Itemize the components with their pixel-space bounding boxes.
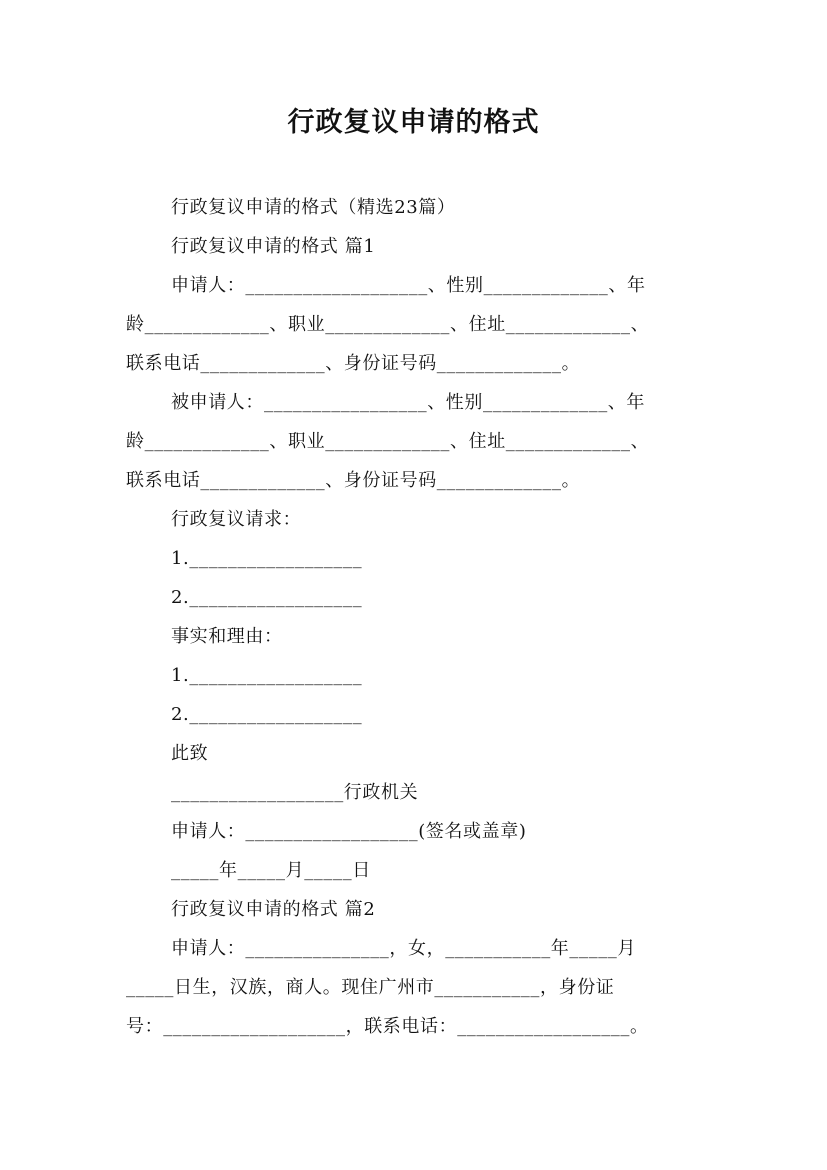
text-line: 事实和理由： (171, 626, 283, 647)
text-line: 此致 (171, 743, 209, 764)
text-line: 行政复议申请的格式 篇2 (171, 899, 376, 920)
document-title: 行政复议申请的格式 (287, 107, 540, 138)
text-line: 被申请人：_________________、性别_____________、年 (171, 392, 645, 413)
text-line: __________________行政机关 (171, 782, 419, 803)
text-line: 1.__________________ (171, 665, 363, 686)
text-line: 行政复议请求： (171, 509, 302, 530)
text-line: 2.__________________ (171, 704, 363, 725)
text-line: 申请人：__________________(签名或盖章) (171, 821, 527, 842)
text-line: 号：___________________，联系电话：__________________。 (126, 1016, 649, 1037)
text-line: 联系电话_____________、身份证号码_____________。 (126, 353, 581, 374)
text-line: 2.__________________ (171, 587, 363, 608)
text-line: 1.__________________ (171, 548, 363, 569)
text-line: _____日生，汉族，商人。现住广州市___________，身份证 (126, 977, 615, 998)
document-body (126, 188, 711, 1046)
text-line: 龄_____________、职业_____________、住址_____________、 (126, 314, 650, 335)
text-line: 行政复议申请的格式 篇1 (171, 236, 376, 257)
text-line: 联系电话_____________、身份证号码_____________。 (126, 470, 581, 491)
text-line: 申请人：___________________、性别_____________、年 (171, 275, 646, 296)
text-line: 申请人：_______________，女，___________年_____月 (171, 938, 636, 959)
text-line: _____年_____月_____日 (171, 860, 371, 881)
text-line: 行政复议申请的格式（精选23篇） (171, 197, 456, 218)
text-line: 龄_____________、职业_____________、住址_____________、 (126, 431, 650, 452)
